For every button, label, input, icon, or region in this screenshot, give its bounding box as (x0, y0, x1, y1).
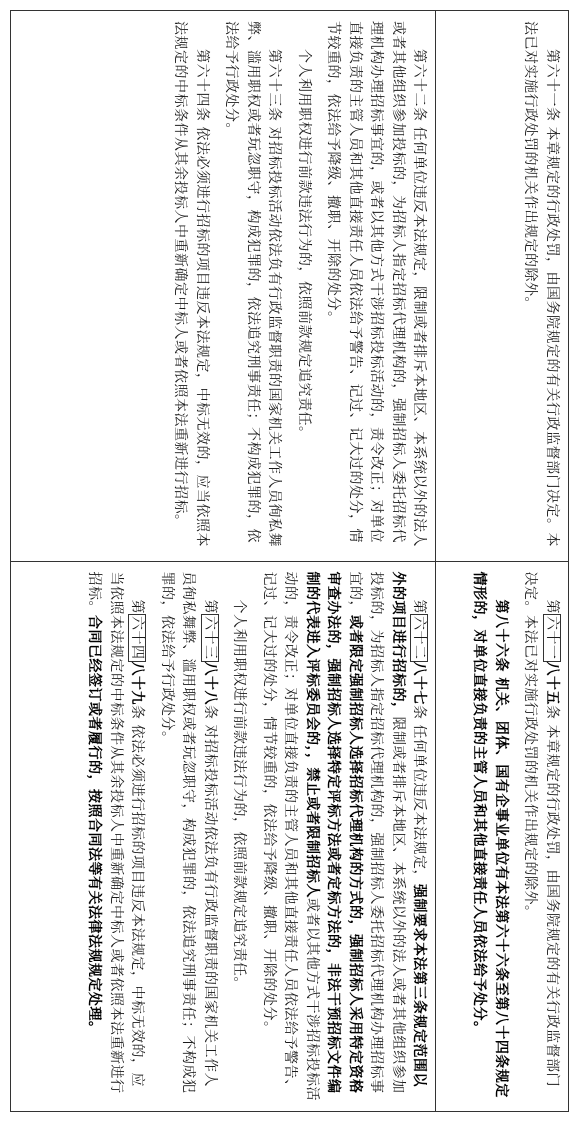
new-article-87-prefix: 第 (411, 599, 428, 614)
old-article-61-text: 本章规定的行政处罚，由国务院规定的有关行政监督部门决定。本法已对实施行政处罚的机关作出规定的除外。 (522, 21, 560, 547)
new-article-87-number: 八十七 (411, 661, 428, 705)
new-article-87-text-3: 限制或者排斥本地区、本系统以外的法人或者其他组织参加投标的，为招标人指定招标代理机构的，强制招标人委托招标代理机构办理招标事宜的， (346, 571, 406, 1094)
new-article-89-added-text: 合同已经签订或者履行的，按照合同法等有关法律法规规定处理。 (86, 615, 103, 1036)
old-article-62-para-2: 个人利用职权进行前款违法行为的，依照前款规定追究责任。 (295, 49, 312, 441)
new-article-86-label: 第八十六条 (493, 599, 509, 672)
old-law-cell-61 (436, 11, 569, 562)
new-article-88-prefix: 第 (201, 599, 218, 614)
new-article-85-text: 本章规定的行政处罚，由国务院规定的有关行政监督部门决定。本法已对实施行政处罚的机关作出规定的除外。 (522, 571, 560, 1087)
new-article-87-inserted-a: 或者限定 (346, 615, 363, 673)
deleted-number-box: 六十四 (129, 616, 146, 660)
new-article-87-para-2: 个人利用职权进行前款违法行为的，依照前款规定追究责任。 (231, 599, 248, 991)
old-law-cell-62 (11, 11, 436, 562)
row-article-61 (436, 11, 569, 1112)
new-article-85-prefix: 第 (544, 599, 560, 614)
new-article-89-prefix: 第 (129, 599, 146, 614)
new-article-87 (257, 572, 429, 1102)
old-article-61 (519, 21, 562, 551)
new-article-87-inserted-1: 强制要求本法第三条规定范围以外的项目进行招标的， (389, 571, 428, 1087)
new-article-85 (519, 572, 562, 1102)
new-article-88-suffix: 条 (201, 705, 218, 720)
new-article-89-text: 依法必须进行招标的项目违反本法规定，中标无效的，应当依照本法规定的中标条件从其余投标人中重新确定中标人或者依照本法重新进行招标。 (86, 571, 146, 1094)
old-article-64-label: 第六十四条 (193, 49, 210, 122)
old-article-63-text: 对招标投标活动依法负有行政监督职责的国家机关工作人员徇私舞弊、滥用职权或者玩忽职守，构成犯罪的，依法追究刑事责任；不构成犯罪的，依法给予行政处分。 (223, 21, 283, 547)
new-article-87-text-5: 或者以其他方式干涉招标投标活动的，责令改正；对单位直接负责的主管人员和其他直接责任人员依法给予警告、记过、记大过的处分，情节较重的，依法给予降级、撤职、开除的处分。 (260, 571, 320, 1101)
old-article-62-label: 第六十二条 (411, 49, 428, 122)
new-article-88-number: 八十八 (201, 661, 218, 705)
new-article-89 (83, 572, 148, 1102)
new-article-89-number: 八十九 (129, 661, 146, 705)
row-article-62 (11, 11, 436, 1112)
new-article-88-text: 对招标投标活动依法负有行政监督职责的国家机关工作人员徇私舞弊、滥用职权或者玩忽职守，构成犯罪的，依法追究刑事责任；不构成犯罪的，依法给予行政处分。 (158, 571, 218, 1094)
deleted-number-box: 六十一 (544, 616, 560, 660)
old-article-63-label: 第六十三条 (266, 49, 283, 122)
old-article-62 (322, 21, 430, 551)
old-article-61-label: 第六十一条 (544, 49, 560, 122)
deleted-number-box: 六十二 (411, 616, 428, 660)
new-article-87-suffix: 条 (411, 705, 428, 720)
new-article-86 (468, 572, 511, 1102)
new-article-89-suffix: 条 (129, 705, 146, 720)
old-article-64-text: 依法必须进行招标的项目违反本法规定，中标无效的，应当依照本法规定的中标条件从其余投标人中重新确定中标人或者依照本法重新进行招标。 (172, 21, 210, 547)
law-comparison-table (10, 10, 569, 1112)
old-article-64 (169, 21, 212, 551)
new-article-87-inserted-b: ，禁止或者限制招标人 (303, 753, 320, 898)
new-article-88 (155, 572, 220, 1102)
new-law-cell-85 (436, 561, 569, 1112)
new-article-85-number: 八十五 (544, 661, 560, 705)
new-article-87-text-1: 任何单位违反本法规定， (411, 724, 428, 884)
new-article-86-text: 机关、团体、国有企事业单位有本法第六十六条至第八十四条规定情形的，对单位直接负责的主管人员和其他直接责任人员依法给予处分。 (471, 571, 509, 1098)
old-article-63 (220, 21, 285, 551)
new-article-85-suffix: 条 (544, 705, 560, 720)
deleted-number-box: 六十三 (201, 616, 218, 660)
new-law-cell-87 (11, 561, 436, 1112)
new-article-87-inserted-2: 强制招标人选择招标代理机构的方式的，强制招标人采用特定资格审查办法的，强制招标人选择特定评标方法或者定标方法的，非法干预招标文件编制的代表进入评标委员会的， (303, 571, 363, 1094)
old-article-62-text: 任何单位违反本法规定，限制或者排斥本地区、本系统以外的法人或者其他组织参加投标的，为招标人指定招标代理机构的，强制招标人委托招标代理机构办理招标事宜的，或者以其他方式干涉招标投标活动的，责令改正；对单位直接负责的主管人员和其他直接责任人员依法给予警告、记过、记大过的处分，情节较重的，依法给予降级、撤职、开除的处分。 (325, 21, 428, 547)
